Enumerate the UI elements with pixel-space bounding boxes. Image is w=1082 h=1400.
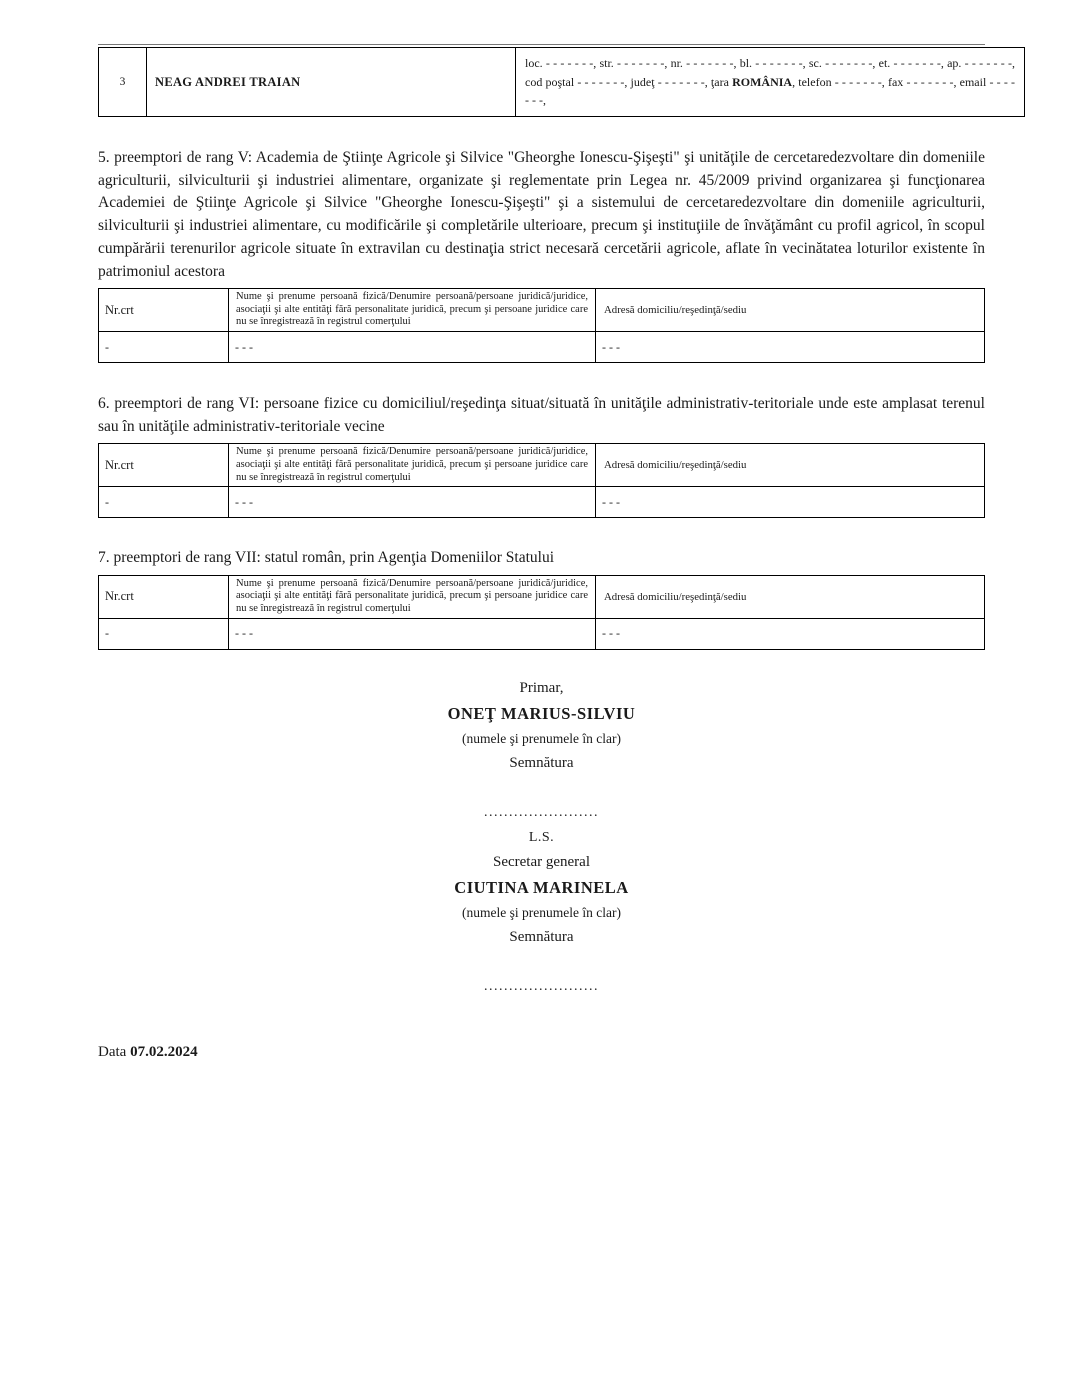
header-nrcrt: Nr.crt: [99, 289, 229, 332]
mayor-title: Primar,: [519, 679, 564, 696]
table-header-row: [99, 575, 985, 618]
paragraph-rang-vi: 6. preemptori de rang VI: persoane fizice cu domiciliul/reşedinţa situat/situată în unităţile administrativ-teritoriale unde este amplasat terenul sau în unităţile administrativ-teritoriale vecine: [98, 395, 985, 435]
cell-adresa: - - -: [596, 332, 985, 363]
cell-nume: - - -: [229, 618, 596, 649]
table-header-row: [99, 444, 985, 487]
secretary-name: CIUTINA MARINELA: [454, 877, 629, 897]
header-adresa: Adresă domiciliu/reşedinţă/sediu: [596, 575, 985, 618]
secretary-title: Secretar general: [492, 853, 591, 870]
cell-nrcrt: -: [99, 487, 229, 518]
preemptors-table-rang-vi: [98, 443, 985, 518]
paragraph-rang-vii: 7. preemptori de rang VII: statul român, prin Agenţia Domeniilor Statului: [98, 549, 555, 567]
preemptors-table-rang-vii: [98, 575, 985, 650]
address-text-before: loc. - - - - - - -, str. - - - - - - -, nr. - - - - - - -, bl. - - - - - - -, sc. - - - - - - -, et. - - - - - - -, ap. - - - - - - -, cod poştal - - - - - - -, judeţ - - - - - - -, ţara: [525, 56, 1015, 89]
cell-nrcrt: -: [99, 332, 229, 363]
header-adresa: Adresă domiciliu/reşedinţă/sediu: [596, 289, 985, 332]
address-country: ROMÂNIA: [732, 74, 793, 89]
date-value: 07.02.2024: [130, 1043, 198, 1060]
mayor-name: ONEŢ MARIUS-SILVIU: [447, 703, 636, 723]
preemptors-table-rang-v: [98, 288, 985, 363]
header-nrcrt: Nr.crt: [99, 444, 229, 487]
cell-nume: - - -: [229, 487, 596, 518]
document-content: [98, 0, 1015, 1061]
cell-adresa: - - -: [596, 487, 985, 518]
name-note: (numele şi prenumele în clar): [462, 730, 621, 746]
header-nume: Nume şi prenume persoană fizică/Denumire persoană/persoane juridică/juridice, asociaţii şi alte entităţi fără personalitate juridică, precum şi persoane juridice care nu se înregistrează în registrul comerţului: [229, 289, 596, 332]
table-row: [99, 48, 1025, 117]
date-label: Data: [98, 1043, 131, 1060]
row-number-cell: 3: [99, 48, 147, 117]
cell-adresa: - - -: [596, 618, 985, 649]
table-row: [99, 332, 985, 363]
address-cell: [516, 48, 1025, 117]
cell-nume: - - -: [229, 332, 596, 363]
header-nrcrt: Nr.crt: [99, 575, 229, 618]
name-note: (numele şi prenumele în clar): [462, 904, 621, 920]
header-adresa: Adresă domiciliu/reşedinţă/sediu: [596, 444, 985, 487]
address-text-after: , telefon - - - - - - -, fax - - - - - - -, email - - - - - - -,: [525, 74, 1015, 108]
table-header-row: [99, 289, 985, 332]
registry-table: [98, 47, 1025, 117]
paragraph-rang-v: 5. preemptori de rang V: Academia de Ştiinţe Agricole şi Silvice "Gheorghe Ionescu-Şişeşti" şi unităţile de cercetaredezvoltare din domeniile agriculturii, silviculturii şi industriei alimentare, organizate şi reglementate prin Legea nr. 45/2009 privind organizarea şi funcţionarea Academiei de Ştiinţe Agricole şi Silvice "Gheorghe Ionescu-Şişeşti" şi a sistemului de cercetaredezvoltare din domeniile agriculturii, silviculturii şi industriei alimentare, cu modificările şi completările ulterioare, precum şi instituţiile de învăţământ cu profil agricol, în scopul cumpărării terenurilor agricole situate în extravilan cu destinaţia strict necesară cercetării agricole, aflate în vecinătatea loturilor existente în patrimoniul acestora: [98, 149, 985, 280]
table-row: [99, 618, 985, 649]
signature-dotted-line: .......................: [484, 804, 599, 820]
date-line: [98, 1044, 985, 1061]
signature-label: Semnătura: [509, 754, 574, 771]
header-nume: Nume şi prenume persoană fizică/Denumire persoană/persoane juridică/juridice, asociaţii şi alte entităţi fără personalitate juridică, precum şi persoane juridice care nu se înregistrează în registrul comerţului: [229, 575, 596, 618]
person-name-cell: NEAG ANDREI TRAIAN: [147, 48, 516, 117]
ls-seal-label: L.S.: [528, 829, 555, 845]
signature-label: Semnătura: [509, 928, 574, 945]
signature-block: [98, 676, 985, 999]
signature-dotted-line: .......................: [484, 978, 599, 994]
header-nume: Nume şi prenume persoană fizică/Denumire persoană/persoane juridică/juridice, asociaţii şi alte entităţi fără personalitate juridică, precum şi persoane juridice care nu se înregistrează în registrul comerţului: [229, 444, 596, 487]
cell-nrcrt: -: [99, 618, 229, 649]
table-row: [99, 487, 985, 518]
